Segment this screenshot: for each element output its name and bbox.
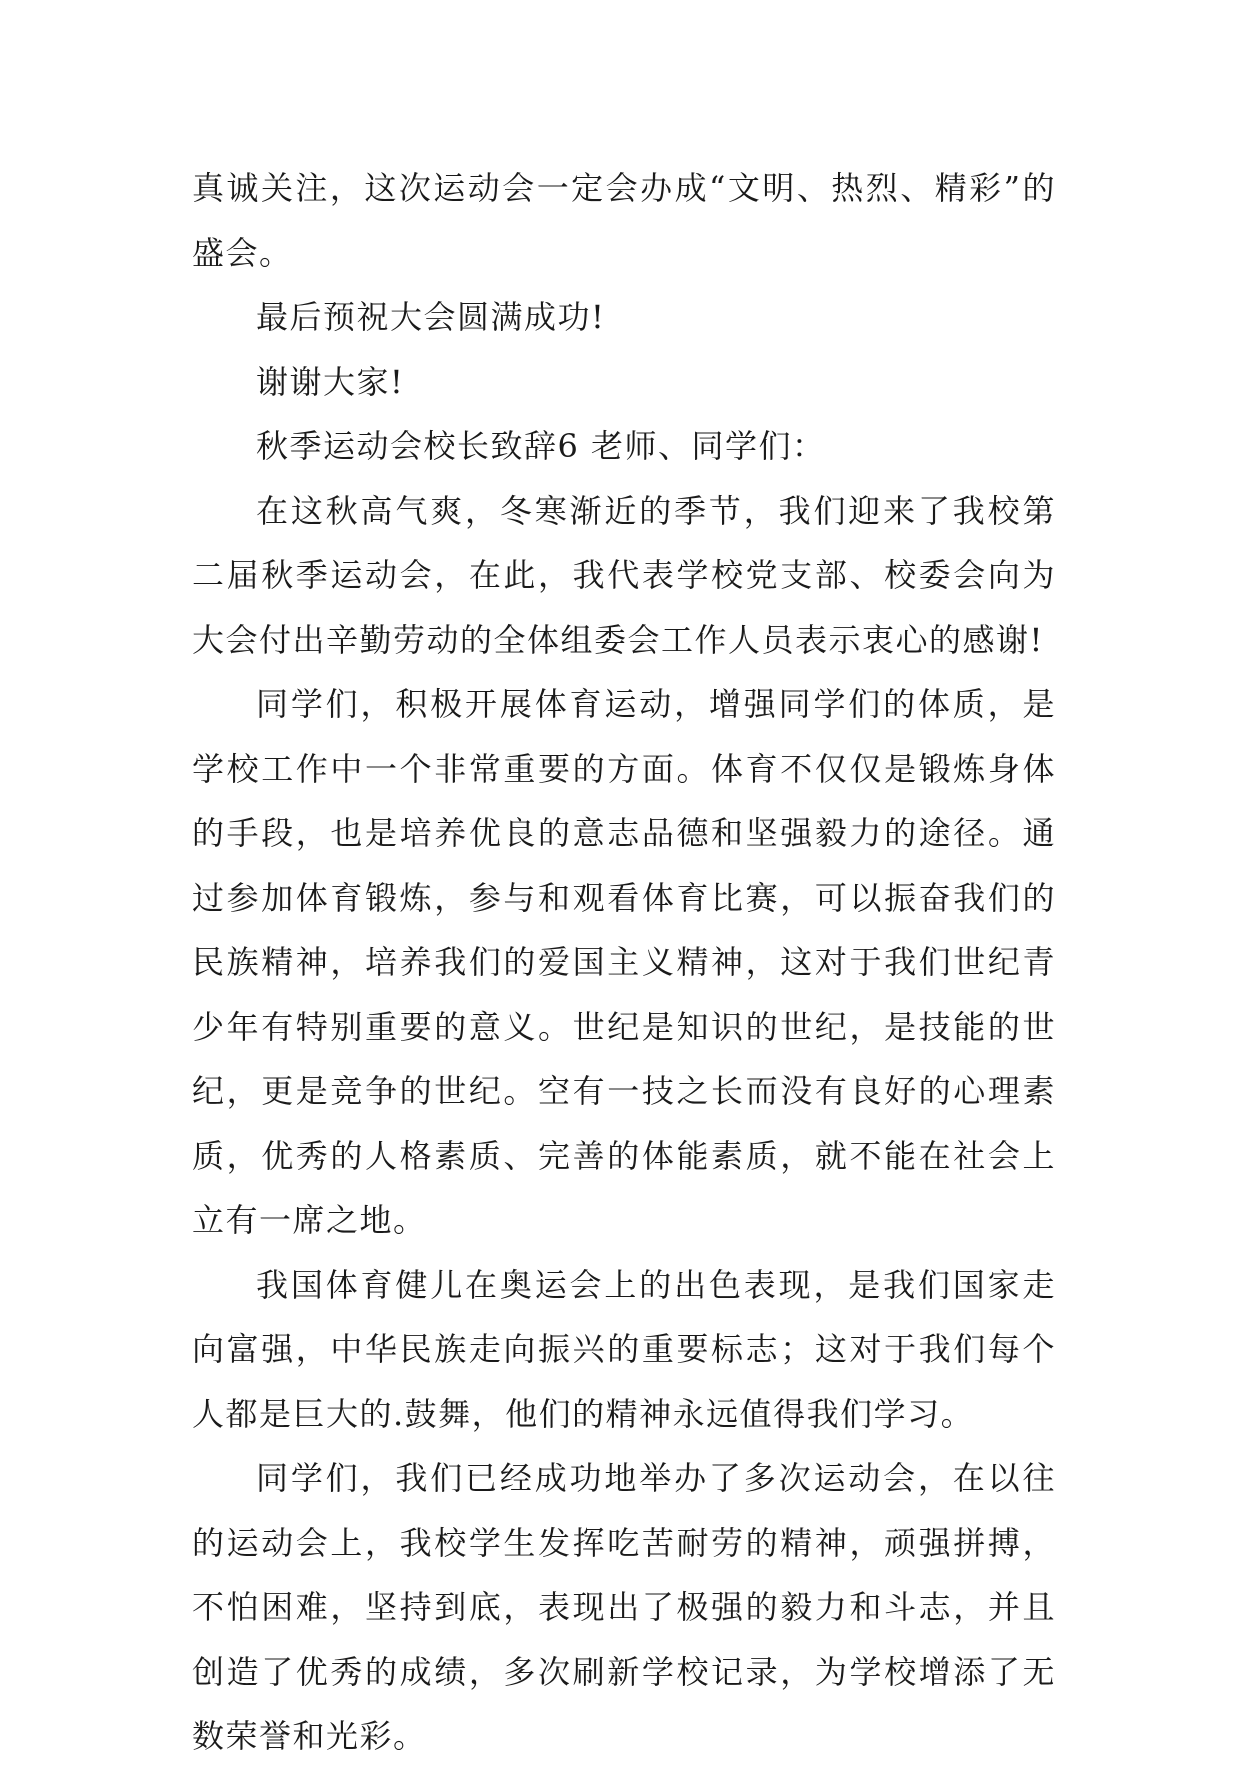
- paragraph-sports-importance: 同学们，积极开展体育运动，增强同学们的体质，是学校工作中一个非常重要的方面。体育不仅仅是锻炼身体的手段，也是培养优良的意志品德和坚强毅力的途径。通过参加体育锻炼，参与和观看体育比赛，可以振奋我们的民族精神，培养我们的爱国主义精神，这对于我们世纪青少年有特别重要的意义。世纪是知识的世纪，是技能的世纪，更是竞争的世纪。空有一技之长而没有良好的心理素质，优秀的人格素质、完善的体能素质，就不能在社会上立有一席之地。: [192, 685, 1056, 1239]
- paragraph-past-games: 同学们，我们已经成功地举办了多次运动会，在以往的运动会上，我校学生发挥吃苦耐劳的精神，顽强拼搏，不怕困难，坚持到底，表现出了极强的毅力和斗志，并且创造了优秀的成绩，多次刷新学校记录，为学校增添了无数荣誉和光彩。: [192, 1459, 1056, 1755]
- paragraph-thanks: 谢谢大家!: [256, 362, 405, 401]
- paragraph-olympics: 我国体育健儿在奥运会上的出色表现，是我们国家走向富强，中华民族走向振兴的重要标志；这对于我们每个人都是巨大的.鼓舞，他们的精神永远值得我们学习。: [192, 1265, 1056, 1433]
- paragraph-wish: 最后预祝大会圆满成功!: [256, 298, 606, 336]
- paragraph-continuation: 真诚关注，这次运动会一定会办成“文明、热烈、精彩”的盛会。: [192, 169, 1056, 272]
- document-body: [192, 156, 1056, 1769]
- paragraph-opening: 在这秋高气爽，冬寒渐近的季节，我们迎来了我校第二届秋季运动会，在此，我代表学校党支部、校委会向为大会付出辛勤劳动的全体组委会工作人员表示衷心的感谢!: [192, 491, 1056, 659]
- paragraph-speech-heading: 秋季运动会校长致辞6 老师、同学们：: [256, 427, 826, 465]
